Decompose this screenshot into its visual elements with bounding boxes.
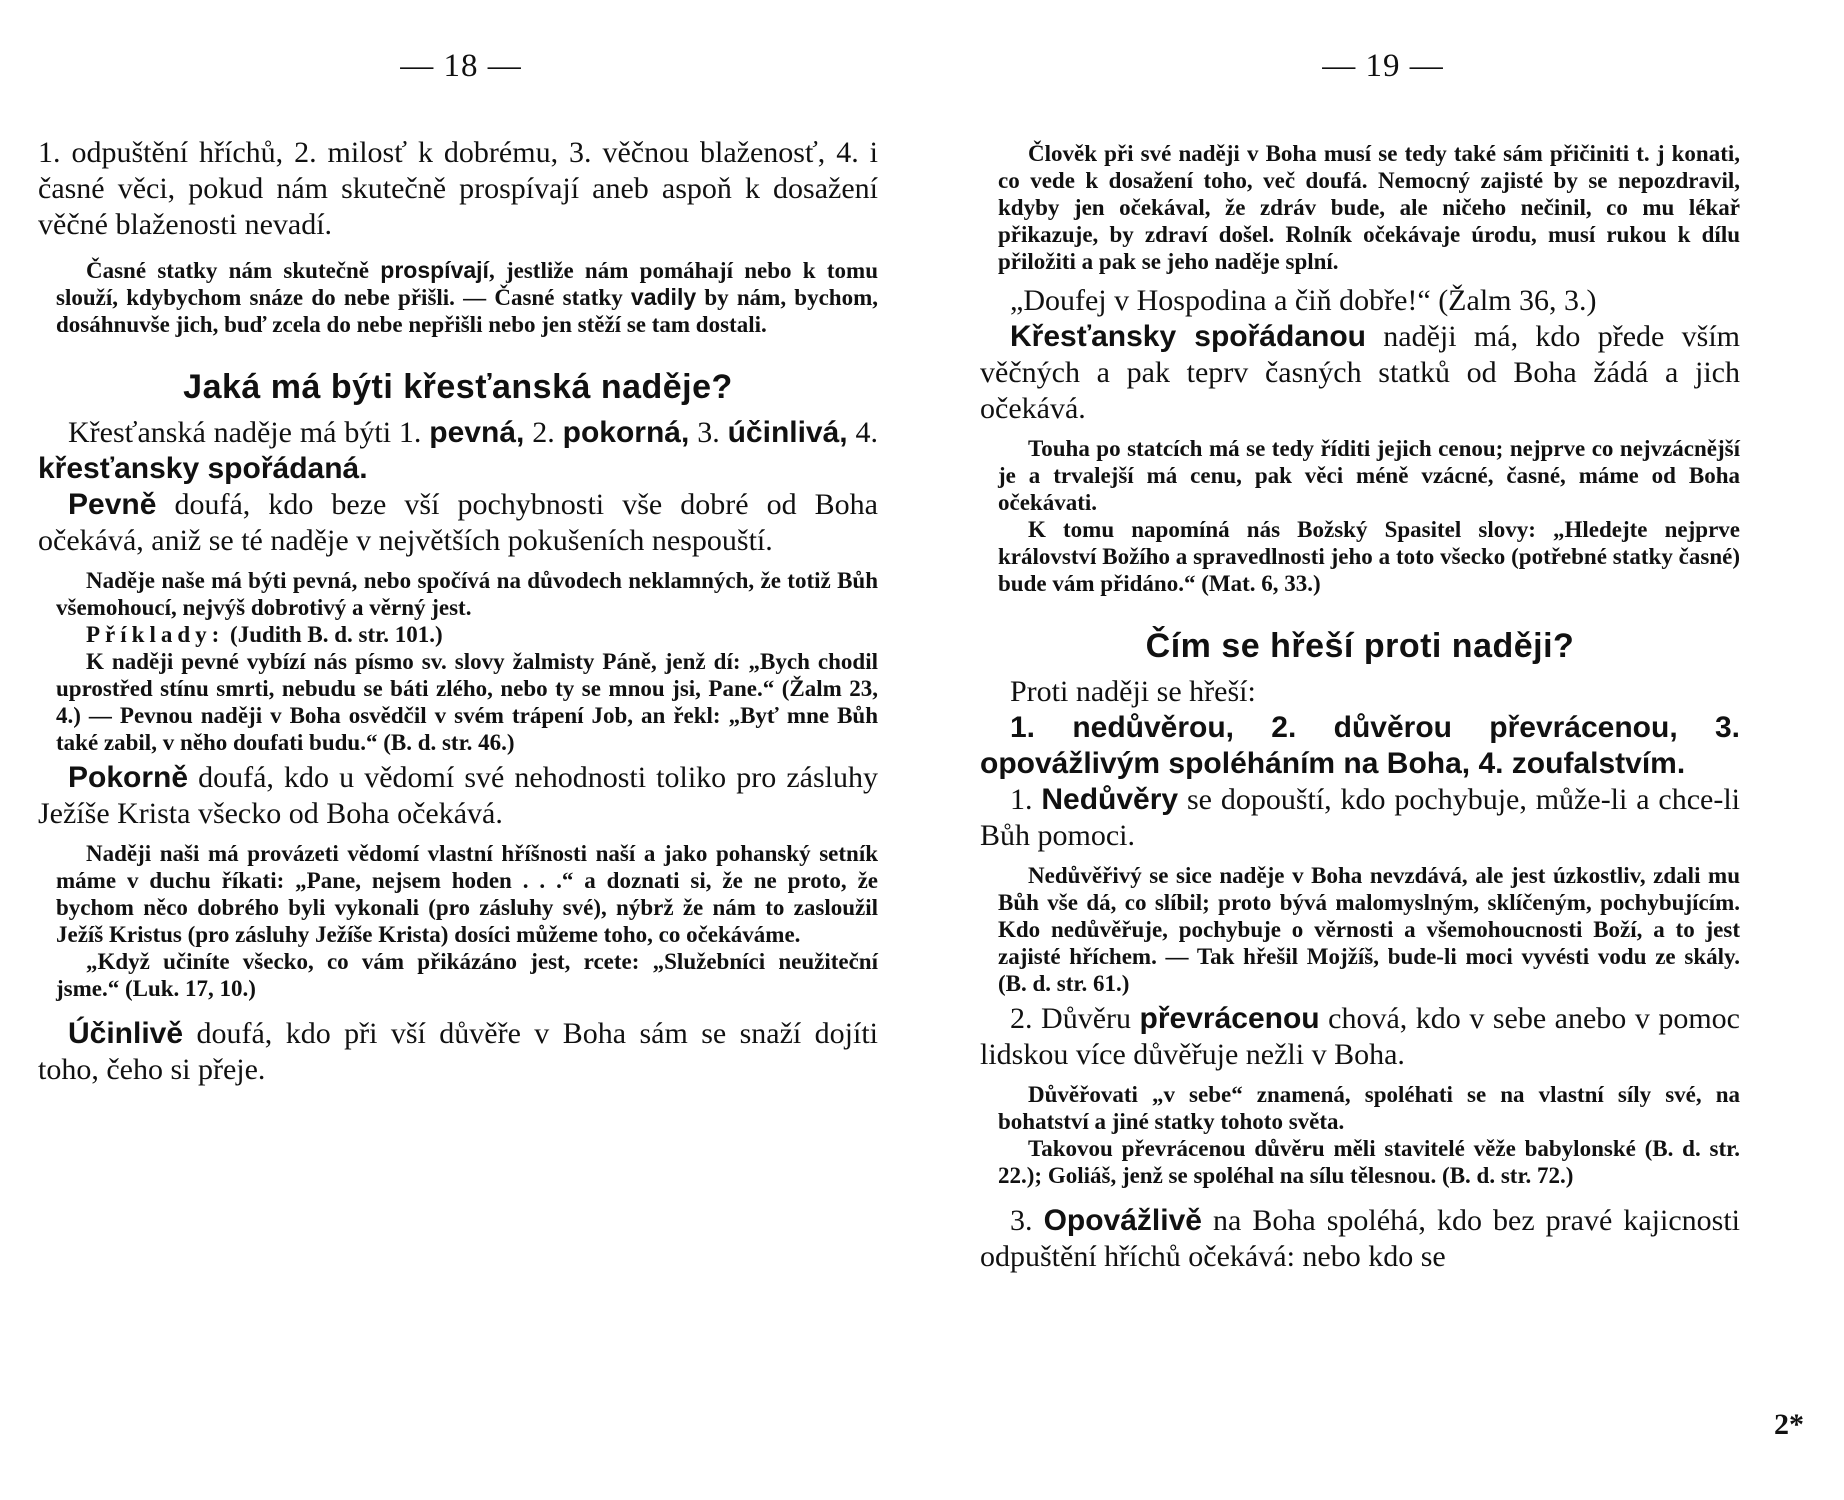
text-run: 4. — [847, 416, 879, 449]
text-run: doufá, kdo beze vší pochybnosti vše dobré od Boha očekává, aniž se té naděje v největších pokušeních nespouští. — [38, 488, 878, 557]
section-heading: Jaká má býti křesťanská naděje? — [183, 368, 733, 406]
paragraph: „Doufej v Hospodina a čiň dobře!“ (Žalm 36, 3.) — [1010, 284, 1597, 317]
paragraph: 1. odpuštění hříchů, 2. milosť k dobrému, 3. věčnou blaženosť, 4. i časné věci, pokud nám skutečně prospívají aneb aspoň k dosažení věčné blaženosti nevadí. — [38, 136, 878, 241]
page-number: — 18 — — [400, 48, 522, 84]
note-paragraph: K tomu napomíná nás Božský Spasitel slovy: „Hledejte nejprve království Božího a spravedlnosti jeho a toto všecko (potřebné statky časné) bude vám přidáno.“ (Mat. 6, 33.) — [998, 517, 1740, 596]
note-paragraph: Naději naši má provázeti vědomí vlastní hříšnosti naší a jako pohanský setník máme v duchu říkati: „Pane, nejsem hoden . . .“ a doznati si, že ne proto, že bychom něco dobrého byli vykonali (pro zásluhy své), nýbrž že nám to zasloužil Ježíš Kristus (pro zásluhy Ježíše Krista) dosíci můžeme toho, co očekáváme. — [56, 841, 878, 947]
bold-term: pokorná, — [562, 416, 690, 449]
paragraph — [38, 1016, 878, 1088]
text-run: doufá, kdo při vší důvěře v Boha sám se snaží dojíti toho, čeho si přeje. — [38, 1017, 878, 1086]
text-run: 2. — [524, 416, 563, 449]
bold-term: účinlivá, — [727, 416, 848, 449]
note-paragraph — [38, 257, 878, 338]
paragraph — [980, 319, 1740, 427]
right-page — [922, 0, 1844, 1500]
paragraph — [38, 415, 878, 487]
bold-term: Nedůvěry — [1041, 783, 1179, 816]
spaced-label: Příklady: — [86, 622, 225, 647]
text-run: 3. — [1010, 1204, 1044, 1237]
paragraph: Proti naději se hřeší: — [1010, 675, 1256, 708]
text-run: 1. — [1010, 783, 1042, 816]
section-heading: Čím se hřeší proti naději? — [1145, 627, 1575, 665]
note-paragraph: Člověk při své naději v Boha musí se tedy také sám přičiniti t. j konati, co vede k dosažení toho, več doufá. Nemocný zajisté by se nepozdravil, kdyby jen očekával, že zdráv bude, ale ničeho nečinil, co mu lékař přikazuje, by zdraví došel. Rolník očekávaje úrodu, musí rukou k dílu přiložiti a pak se jeho naděje splní. — [998, 141, 1740, 274]
note-paragraph: Touha po statcích má se tedy říditi jejich cenou; nejprve co nejvzácnější je a trvalejší má cenu, pak věci méně vzácné, časné, máme od Boha očekávati. — [998, 436, 1740, 515]
paragraph: 1. nedůvěrou, 2. důvěrou převrácenou, 3. opovážlivým spoléháním na Boha, 4. zoufalstvím. — [980, 711, 1740, 780]
note-paragraph: Naděje naše má býti pevná, nebo spočívá na důvodech neklamných, že totiž Bůh všemohoucí, nejvýš dobrotivý a věrný jest. — [56, 568, 878, 620]
text-run: (Judith B. d. str. 101.) — [224, 622, 443, 647]
right-page-text — [980, 140, 1740, 1275]
text-run: 3. — [689, 416, 728, 449]
text-run: 2. Důvěru — [1010, 1002, 1140, 1035]
text-run: doufá, kdo u vědomí své nehodnosti toliko pro zásluhy Ježíše Krista všecko od Boha očekává. — [38, 761, 878, 830]
paragraph — [980, 782, 1740, 854]
note-paragraph: Nedůvěřivý se sice naděje v Boha nevzdává, ale jest úzkostliv, zdali mu Bůh vše dá, co slíbil; proto bývá malomyslným, sklíčeným, pochybujícím. Kdo nedůvěřuje, pochybuje o věrnosti a všemohoucnosti Boží, a to jest zajisté hříchem. — Tak hřešil Mojžíš, bude-li moci vyvésti vodu ze skály. (B. d. str. 61.) — [998, 863, 1740, 996]
paragraph — [980, 1001, 1740, 1073]
paragraph — [38, 487, 878, 559]
text-run: naději má, kdo přede vším věčných a pak teprv časných statků od Boha žádá a jich očekává. — [980, 320, 1740, 425]
note-paragraph: „Když učiníte všecko, co vám přikázáno jest, rcete: „Služebníci neužiteční jsme.“ (Luk. 17, 10.) — [56, 949, 878, 1001]
note-paragraph: Důvěřovati „v sebe“ znamená, spoléhati se na vlastní síly své, na bohatství a jiné statky tohoto světa. — [998, 1082, 1740, 1134]
left-page-text — [38, 135, 878, 1088]
paragraph — [980, 1203, 1740, 1275]
bold-term: Účinlivě — [68, 1017, 184, 1050]
text-run: se dopouští, kdo pochybuje, může-li a chce-li Bůh pomoci. — [980, 783, 1741, 852]
bold-term: Pevně — [68, 488, 157, 521]
text-run: chová, kdo v sebe anebo v pomoc lidskou více důvěřuje nežli v Boha. — [980, 1002, 1740, 1071]
text-run: Křesťanská naděje má býti 1. — [68, 416, 430, 449]
paragraph — [38, 760, 878, 832]
bold-term: Křesťansky spořádanou — [1010, 320, 1366, 353]
note-paragraph: Takovou převrácenou důvěru měli stavitelé věže babylonské (B. d. str. 22.); Goliáš, jenž se spoléhal na sílu tělesnou. (B. d. str. 72.) — [998, 1136, 1740, 1188]
text-run: Časné statky nám skutečně — [86, 258, 381, 283]
note-paragraph — [38, 621, 878, 648]
bold-term: Opovážlivě — [1043, 1204, 1202, 1237]
bold-term: vadily — [630, 284, 697, 310]
bold-term: křesťansky spořádaná. — [38, 452, 368, 485]
bold-term: pevná, — [429, 416, 525, 449]
page-number: — 19 — — [1322, 48, 1444, 84]
bold-term: prospívají — [380, 257, 489, 283]
bold-term: převrácenou — [1139, 1002, 1320, 1035]
text-run: na Boha spoléhá, kdo bez pravé kajicnosti odpuštění hříchů očekává: nebo kdo se — [980, 1204, 1741, 1273]
bold-term: Pokorně — [68, 761, 189, 794]
text-run: , jestliže nám pomáhají nebo k tomu slouží, kdybychom snáze do nebe přišli. — Časné statky — [56, 258, 878, 310]
note-paragraph: K naději pevné vybízí nás písmo sv. slovy žalmisty Páně, jenž dí: „Bych chodil uprostřed stínu smrti, nebudu se báti zlého, nebo ty se mnou jsi, Pane.“ (Žalm 23, 4.) — Pevnou naději v Boha osvědčil v svém trápení Job, an řekl: „Byť mne Bůh také zabil, v něho doufati budu.“ (B. d. str. 46.) — [56, 649, 878, 755]
text-run: by nám, bychom, dosáhnuvše jich, buď zcela do nebe nepřišli nebo jen stěží se tam dostali. — [56, 285, 878, 337]
signature-mark: 2* — [1774, 1408, 1804, 1441]
